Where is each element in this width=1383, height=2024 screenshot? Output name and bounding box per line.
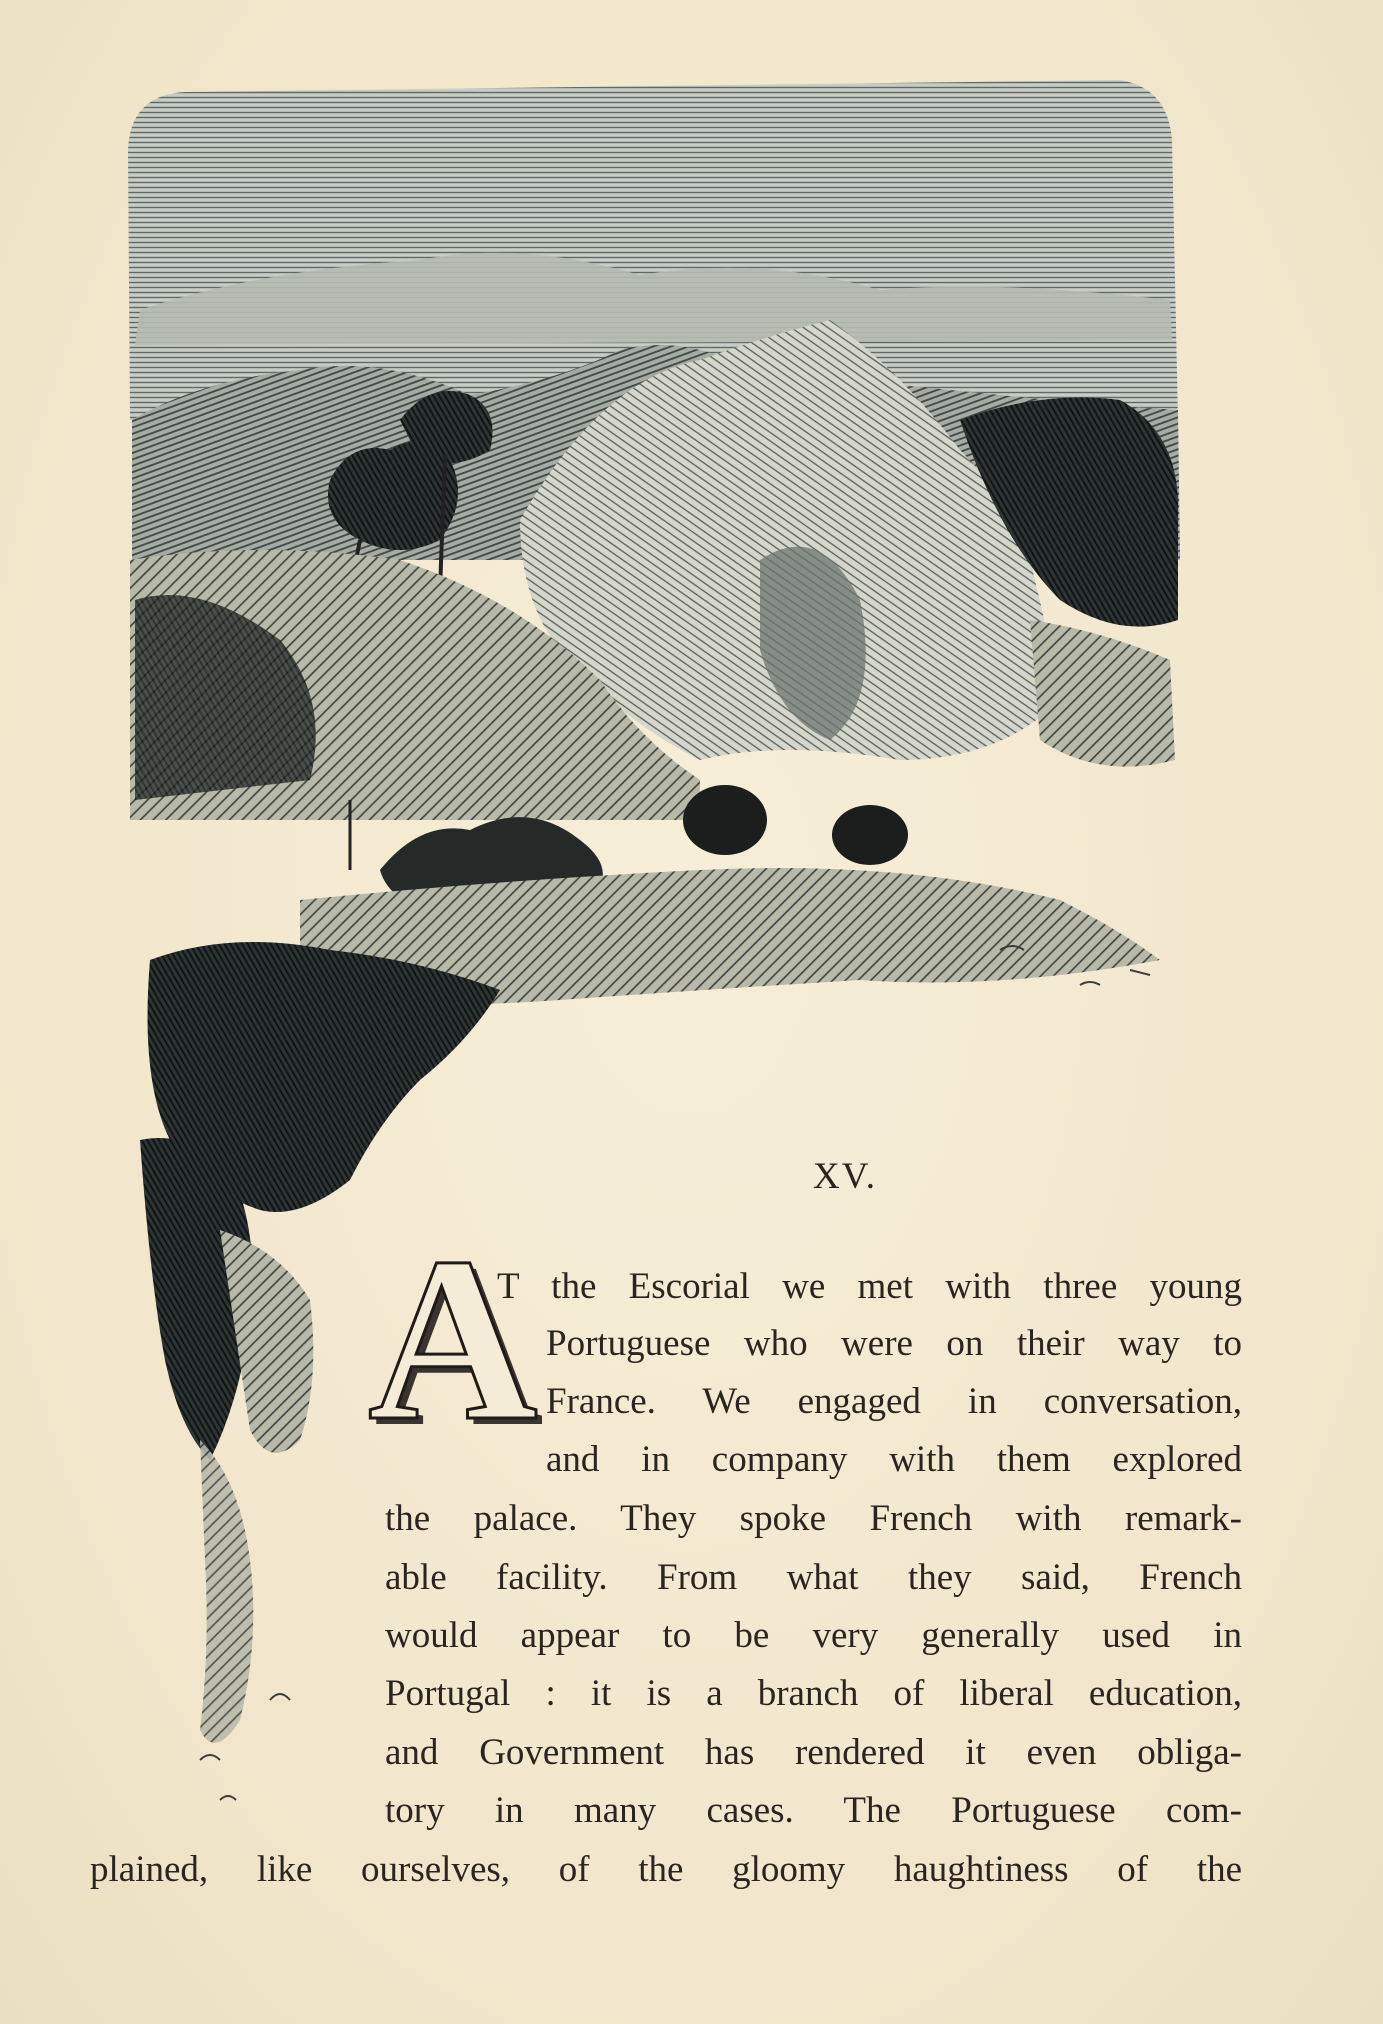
text-line-3: France. We engaged in conversation, xyxy=(546,1381,1242,1422)
text-line-6: able facility. From what they said, French xyxy=(385,1557,1242,1598)
text-line-5: the palace. They spoke French with remark- xyxy=(385,1498,1242,1539)
text-line-2: Portuguese who were on their way to xyxy=(546,1323,1242,1364)
text-line-4: and in company with them explored xyxy=(546,1439,1242,1480)
drop-cap-letter: A xyxy=(368,1209,538,1469)
text-line-7: would appear to be very generally used in xyxy=(385,1615,1242,1656)
drop-cap-initial xyxy=(358,1209,538,1469)
chapter-number: XV. xyxy=(813,1156,877,1197)
text-line-8: Portugal : it is a branch of liberal education, xyxy=(385,1673,1242,1714)
text-line-1: T the Escorial we met with three young xyxy=(497,1266,1242,1307)
text-line-11: plained, like ourselves, of the gloomy haughtiness of the xyxy=(90,1849,1242,1890)
text-line-10: tory in many cases. The Portuguese com- xyxy=(385,1790,1242,1831)
text-line-9: and Government has rendered it even obliga- xyxy=(385,1732,1242,1773)
